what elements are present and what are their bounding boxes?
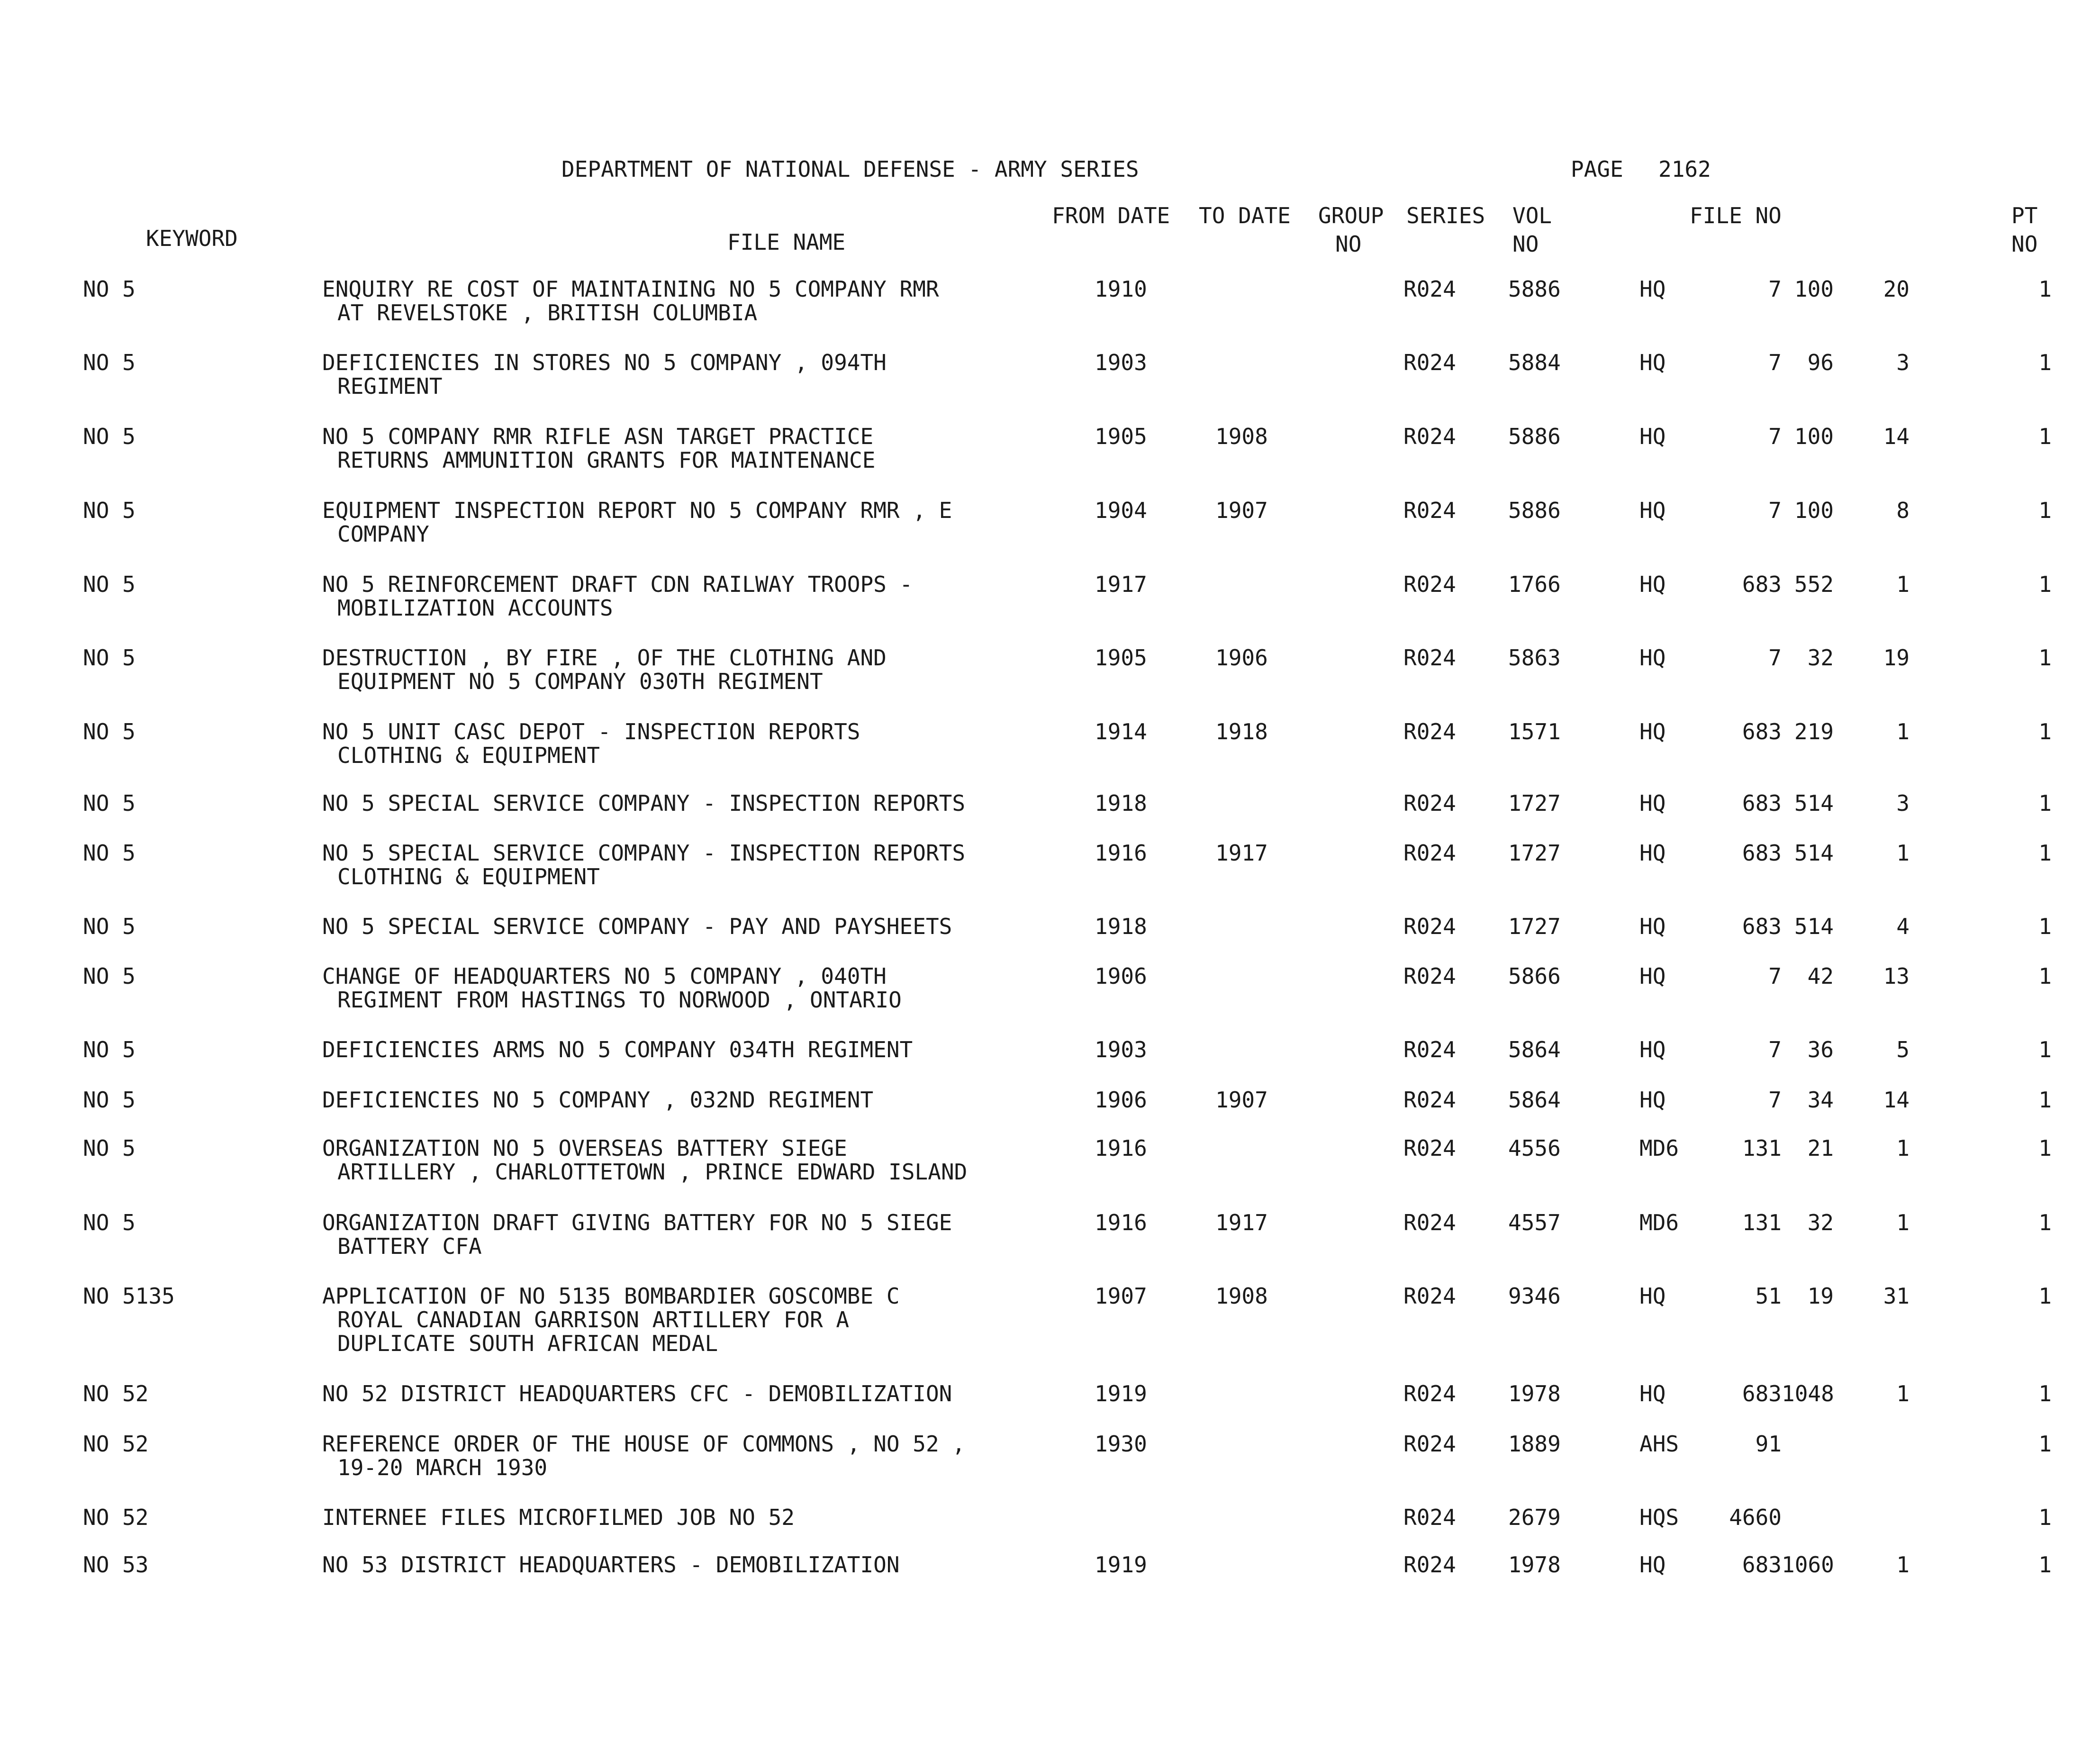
file-no-prefix-cell: HQ xyxy=(1639,571,1666,597)
from-date-cell: 1919 xyxy=(1095,1552,1147,1578)
series-cell: R024 xyxy=(1403,1381,1456,1406)
file-no-secondary-cell: 34 xyxy=(1807,1087,1834,1113)
page-number: 2162 xyxy=(1658,156,1711,182)
file-no-part-cell: 1 xyxy=(1896,1381,1910,1406)
vol-no-cell: 5886 xyxy=(1508,276,1561,302)
file-name-line: REFERENCE ORDER OF THE HOUSE OF COMMONS , NO 52 , xyxy=(322,1431,966,1457)
file-no-secondary-cell: 100 xyxy=(1794,498,1834,523)
pt-no-cell: 1 xyxy=(2038,498,2052,523)
keyword-cell: NO 52 xyxy=(83,1431,149,1457)
keyword-cell: NO 5 xyxy=(83,1037,136,1062)
file-no-secondary-cell: 514 xyxy=(1794,914,1834,939)
series-cell: R024 xyxy=(1403,1037,1456,1062)
file-name-line: APPLICATION OF NO 5135 BOMBARDIER GOSCOMBE C xyxy=(322,1283,900,1309)
file-no-secondary-cell: 19 xyxy=(1807,1283,1834,1309)
pt-no-cell: 1 xyxy=(2038,424,2052,449)
file-name-cell xyxy=(322,1284,1090,1355)
file-no-prefix-cell: MD6 xyxy=(1639,1210,1679,1235)
file-name-line: NO 5 SPECIAL SERVICE COMPANY - INSPECTION REPORTS xyxy=(322,840,966,866)
file-name-cell xyxy=(322,1038,1090,1061)
pt-no-cell: 1 xyxy=(2038,1283,2052,1309)
file-name-line: ORGANIZATION DRAFT GIVING BATTERY FOR NO 5 SIEGE xyxy=(322,1210,952,1235)
file-no-primary-cell: 7 xyxy=(1768,963,1782,989)
keyword-cell: NO 5 xyxy=(83,571,136,597)
keyword-cell: NO 5135 xyxy=(83,1283,175,1309)
series-cell: R024 xyxy=(1403,571,1456,597)
keyword-cell: NO 5 xyxy=(83,350,136,375)
to-date-cell: 1918 xyxy=(1215,719,1268,744)
file-no-part-cell: 14 xyxy=(1883,1087,1910,1113)
pt-no-cell: 1 xyxy=(2038,1210,2052,1235)
file-name-cell xyxy=(322,351,1090,398)
file-no-prefix-cell: HQ xyxy=(1639,1087,1666,1113)
col-header-group: GROUP xyxy=(1318,203,1384,228)
file-no-prefix-cell: HQ xyxy=(1639,276,1666,302)
file-no-primary-cell: 7 xyxy=(1768,276,1782,302)
file-no-prefix-cell: HQS xyxy=(1639,1505,1679,1530)
keyword-cell: NO 5 xyxy=(83,963,136,989)
series-cell: R024 xyxy=(1403,790,1456,816)
file-name-line: REGIMENT xyxy=(337,373,443,399)
vol-no-cell: 5886 xyxy=(1508,424,1561,449)
file-no-primary-cell: 131 xyxy=(1742,1135,1782,1161)
file-no-prefix-cell: AHS xyxy=(1639,1431,1679,1457)
file-name-line: NO 5 COMPANY RMR RIFLE ASN TARGET PRACTICE xyxy=(322,424,874,449)
file-name-cell xyxy=(322,646,1090,693)
pt-no-cell: 1 xyxy=(2038,1431,2052,1457)
series-cell: R024 xyxy=(1403,1210,1456,1235)
to-date-cell: 1917 xyxy=(1215,1210,1268,1235)
file-no-prefix-cell: HQ xyxy=(1639,645,1666,671)
series-cell: R024 xyxy=(1403,276,1456,302)
file-no-primary-cell: 683 xyxy=(1742,1381,1782,1406)
vol-no-cell: 1727 xyxy=(1508,790,1561,816)
from-date-cell: 1916 xyxy=(1095,840,1147,866)
keyword-cell: NO 5 xyxy=(83,645,136,671)
series-cell: R024 xyxy=(1403,498,1456,523)
file-name-cell xyxy=(322,425,1090,472)
vol-no-cell: 9346 xyxy=(1508,1283,1561,1309)
col-header-file-name: FILE NAME xyxy=(727,229,846,255)
vol-no-cell: 2679 xyxy=(1508,1505,1561,1530)
vol-no-cell: 4556 xyxy=(1508,1135,1561,1161)
vol-no-cell: 1727 xyxy=(1508,914,1561,939)
file-name-line: CLOTHING & EQUIPMENT xyxy=(337,743,600,768)
from-date-cell: 1906 xyxy=(1095,963,1147,989)
page-label: PAGE xyxy=(1571,156,1623,182)
file-name-line: CHANGE OF HEADQUARTERS NO 5 COMPANY , 040TH xyxy=(322,963,887,989)
from-date-cell: 1916 xyxy=(1095,1210,1147,1235)
pt-no-cell: 1 xyxy=(2038,914,2052,939)
file-no-part-cell: 8 xyxy=(1896,498,1910,523)
from-date-cell: 1903 xyxy=(1095,1037,1147,1062)
file-name-line: INTERNEE FILES MICROFILMED JOB NO 52 xyxy=(322,1505,795,1530)
file-no-primary-cell: 131 xyxy=(1742,1210,1782,1235)
file-no-prefix-cell: HQ xyxy=(1639,1381,1666,1406)
to-date-cell: 1908 xyxy=(1215,424,1268,449)
file-no-secondary-cell: 552 xyxy=(1794,571,1834,597)
file-no-part-cell: 13 xyxy=(1883,963,1910,989)
file-name-line: ORGANIZATION NO 5 OVERSEAS BATTERY SIEGE xyxy=(322,1135,847,1161)
file-no-secondary-cell: 514 xyxy=(1794,790,1834,816)
file-name-line: RETURNS AMMUNITION GRANTS FOR MAINTENANCE xyxy=(337,447,876,473)
vol-no-cell: 5866 xyxy=(1508,963,1561,989)
file-name-cell xyxy=(322,1211,1090,1258)
file-no-secondary-cell: 1060 xyxy=(1782,1552,1834,1578)
file-no-part-cell: 3 xyxy=(1896,790,1910,816)
pt-no-cell: 1 xyxy=(2038,719,2052,744)
file-no-part-cell: 1 xyxy=(1896,1135,1910,1161)
series-cell: R024 xyxy=(1403,1135,1456,1161)
pt-no-cell: 1 xyxy=(2038,1135,2052,1161)
file-name-line: AT REVELSTOKE , BRITISH COLUMBIA xyxy=(337,300,758,326)
file-no-part-cell: 1 xyxy=(1896,719,1910,744)
file-no-primary-cell: 683 xyxy=(1742,719,1782,744)
file-name-line: EQUIPMENT NO 5 COMPANY 030TH REGIMENT xyxy=(337,669,823,694)
pt-no-cell: 1 xyxy=(2038,276,2052,302)
file-name-line: ARTILLERY , CHARLOTTETOWN , PRINCE EDWARD ISLAND xyxy=(337,1159,968,1185)
file-name-cell xyxy=(322,1553,1090,1577)
keyword-cell: NO 5 xyxy=(83,719,136,744)
file-name-cell xyxy=(322,720,1090,767)
vol-no-cell: 1978 xyxy=(1508,1552,1561,1578)
col-header-keyword: KEYWORD xyxy=(146,226,238,251)
page-title: DEPARTMENT OF NATIONAL DEFENSE - ARMY SERIES xyxy=(561,156,1139,182)
file-name-line: NO 52 DISTRICT HEADQUARTERS CFC - DEMOBILIZATION xyxy=(322,1381,952,1406)
from-date-cell: 1918 xyxy=(1095,790,1147,816)
file-name-line: 19-20 MARCH 1930 xyxy=(337,1455,548,1480)
series-cell: R024 xyxy=(1403,840,1456,866)
file-name-line: ENQUIRY RE COST OF MAINTAINING NO 5 COMPANY RMR xyxy=(322,276,939,302)
file-name-line: CLOTHING & EQUIPMENT xyxy=(337,864,600,889)
file-name-line: ROYAL CANADIAN GARRISON ARTILLERY FOR A xyxy=(337,1307,850,1333)
series-cell: R024 xyxy=(1403,1283,1456,1309)
vol-no-cell: 5863 xyxy=(1508,645,1561,671)
col-header-to-date: TO DATE xyxy=(1199,203,1291,228)
vol-no-cell: 5864 xyxy=(1508,1037,1561,1062)
pt-no-cell: 1 xyxy=(2038,1087,2052,1113)
file-no-primary-cell: 683 xyxy=(1742,571,1782,597)
file-no-prefix-cell: HQ xyxy=(1639,1037,1666,1062)
file-no-primary-cell: 683 xyxy=(1742,790,1782,816)
file-no-primary-cell: 7 xyxy=(1768,1087,1782,1113)
vol-no-cell: 1766 xyxy=(1508,571,1561,597)
file-name-line: NO 5 SPECIAL SERVICE COMPANY - INSPECTION REPORTS xyxy=(322,790,966,816)
file-name-cell xyxy=(322,1382,1090,1405)
from-date-cell: 1904 xyxy=(1095,498,1147,523)
col-header-pt-no: NO xyxy=(2011,231,2038,257)
series-cell: R024 xyxy=(1403,1552,1456,1578)
series-cell: R024 xyxy=(1403,645,1456,671)
col-header-from-date: FROM DATE xyxy=(1052,203,1170,228)
to-date-cell: 1906 xyxy=(1215,645,1268,671)
file-name-cell xyxy=(322,1088,1090,1112)
series-cell: R024 xyxy=(1403,350,1456,375)
file-no-part-cell: 1 xyxy=(1896,1210,1910,1235)
file-no-part-cell: 1 xyxy=(1896,1552,1910,1578)
to-date-cell: 1907 xyxy=(1215,1087,1268,1113)
keyword-cell: NO 5 xyxy=(83,790,136,816)
file-no-primary-cell: 683 xyxy=(1742,914,1782,939)
file-no-prefix-cell: HQ xyxy=(1639,424,1666,449)
keyword-cell: NO 52 xyxy=(83,1381,149,1406)
from-date-cell: 1930 xyxy=(1095,1431,1147,1457)
from-date-cell: 1905 xyxy=(1095,645,1147,671)
file-no-part-cell: 1 xyxy=(1896,840,1910,866)
file-name-line: NO 5 UNIT CASC DEPOT - INSPECTION REPORTS xyxy=(322,719,860,744)
vol-no-cell: 5884 xyxy=(1508,350,1561,375)
series-cell: R024 xyxy=(1403,1505,1456,1530)
to-date-cell: 1907 xyxy=(1215,498,1268,523)
file-no-part-cell: 5 xyxy=(1896,1037,1910,1062)
file-no-part-cell: 3 xyxy=(1896,350,1910,375)
file-name-line: REGIMENT FROM HASTINGS TO NORWOOD , ONTARIO xyxy=(337,987,902,1013)
to-date-cell: 1908 xyxy=(1215,1283,1268,1309)
file-no-secondary-cell: 514 xyxy=(1794,840,1834,866)
col-header-pt: PT xyxy=(2011,203,2038,228)
file-name-cell xyxy=(322,277,1090,325)
file-no-prefix-cell: HQ xyxy=(1639,963,1666,989)
file-name-line: EQUIPMENT INSPECTION REPORT NO 5 COMPANY RMR , E xyxy=(322,498,952,523)
file-name-line: NO 5 REINFORCEMENT DRAFT CDN RAILWAY TROOPS - xyxy=(322,571,913,597)
file-name-line: DEFICIENCIES IN STORES NO 5 COMPANY , 094TH xyxy=(322,350,887,375)
file-name-line: NO 53 DISTRICT HEADQUARTERS - DEMOBILIZATION xyxy=(322,1552,900,1578)
series-cell: R024 xyxy=(1403,719,1456,744)
series-cell: R024 xyxy=(1403,914,1456,939)
file-no-part-cell: 20 xyxy=(1883,276,1910,302)
vol-no-cell: 1978 xyxy=(1508,1381,1561,1406)
file-name-line: DEFICIENCIES NO 5 COMPANY , 032ND REGIMENT xyxy=(322,1087,874,1113)
file-no-part-cell: 4 xyxy=(1896,914,1910,939)
file-no-primary-cell: 7 xyxy=(1768,1037,1782,1062)
from-date-cell: 1917 xyxy=(1095,571,1147,597)
file-name-cell xyxy=(322,841,1090,889)
col-header-series: SERIES xyxy=(1406,203,1485,228)
keyword-cell: NO 5 xyxy=(83,1087,136,1113)
from-date-cell: 1918 xyxy=(1095,914,1147,939)
file-name-line: DUPLICATE SOUTH AFRICAN MEDAL xyxy=(337,1331,718,1356)
col-header-file-no: FILE NO xyxy=(1690,203,1782,228)
file-no-secondary-cell: 100 xyxy=(1794,276,1834,302)
vol-no-cell: 5864 xyxy=(1508,1087,1561,1113)
vol-no-cell: 1727 xyxy=(1508,840,1561,866)
file-no-part-cell: 1 xyxy=(1896,571,1910,597)
keyword-cell: NO 5 xyxy=(83,914,136,939)
col-header-vol-no: NO xyxy=(1512,231,1539,257)
pt-no-cell: 1 xyxy=(2038,840,2052,866)
file-no-secondary-cell: 42 xyxy=(1807,963,1834,989)
series-cell: R024 xyxy=(1403,1431,1456,1457)
file-no-prefix-cell: HQ xyxy=(1639,840,1666,866)
pt-no-cell: 1 xyxy=(2038,1381,2052,1406)
pt-no-cell: 1 xyxy=(2038,1552,2052,1578)
file-no-primary-cell: 7 xyxy=(1768,424,1782,449)
keyword-cell: NO 5 xyxy=(83,424,136,449)
file-no-secondary-cell: 21 xyxy=(1807,1135,1834,1161)
file-name-cell xyxy=(322,1432,1090,1479)
file-no-secondary-cell: 36 xyxy=(1807,1037,1834,1062)
file-no-prefix-cell: HQ xyxy=(1639,914,1666,939)
vol-no-cell: 1889 xyxy=(1508,1431,1561,1457)
file-no-part-cell: 19 xyxy=(1883,645,1910,671)
file-name-line: BATTERY CFA xyxy=(337,1233,482,1259)
keyword-cell: NO 5 xyxy=(83,1135,136,1161)
keyword-cell: NO 5 xyxy=(83,276,136,302)
file-no-primary-cell: 4660 xyxy=(1729,1505,1782,1530)
keyword-cell: NO 5 xyxy=(83,1210,136,1235)
pt-no-cell: 1 xyxy=(2038,571,2052,597)
file-name-cell xyxy=(322,572,1090,620)
keyword-cell: NO 52 xyxy=(83,1505,149,1530)
file-name-cell xyxy=(322,915,1090,938)
pt-no-cell: 1 xyxy=(2038,1505,2052,1530)
file-no-secondary-cell: 219 xyxy=(1794,719,1834,744)
file-no-secondary-cell: 1048 xyxy=(1782,1381,1834,1406)
pt-no-cell: 1 xyxy=(2038,790,2052,816)
series-cell: R024 xyxy=(1403,963,1456,989)
file-name-line: DEFICIENCIES ARMS NO 5 COMPANY 034TH REGIMENT xyxy=(322,1037,913,1062)
file-no-secondary-cell: 100 xyxy=(1794,424,1834,449)
vol-no-cell: 4557 xyxy=(1508,1210,1561,1235)
keyword-cell: NO 5 xyxy=(83,840,136,866)
file-name-line: MOBILIZATION ACCOUNTS xyxy=(337,595,613,621)
from-date-cell: 1903 xyxy=(1095,350,1147,375)
col-header-vol: VOL xyxy=(1512,203,1552,228)
vol-no-cell: 5886 xyxy=(1508,498,1561,523)
file-no-prefix-cell: HQ xyxy=(1639,350,1666,375)
keyword-cell: NO 53 xyxy=(83,1552,149,1578)
file-no-prefix-cell: HQ xyxy=(1639,1552,1666,1578)
file-no-primary-cell: 51 xyxy=(1755,1283,1782,1309)
file-no-primary-cell: 7 xyxy=(1768,645,1782,671)
file-name-cell xyxy=(322,1136,1090,1184)
to-date-cell: 1917 xyxy=(1215,840,1268,866)
file-no-primary-cell: 683 xyxy=(1742,840,1782,866)
file-no-secondary-cell: 32 xyxy=(1807,645,1834,671)
file-name-cell xyxy=(322,791,1090,815)
file-no-secondary-cell: 96 xyxy=(1807,350,1834,375)
file-no-prefix-cell: HQ xyxy=(1639,719,1666,744)
file-no-primary-cell: 683 xyxy=(1742,1552,1782,1578)
file-name-line: COMPANY xyxy=(337,521,429,547)
file-no-prefix-cell: HQ xyxy=(1639,790,1666,816)
file-name-line: DESTRUCTION , BY FIRE , OF THE CLOTHING AND xyxy=(322,645,887,671)
pt-no-cell: 1 xyxy=(2038,645,2052,671)
from-date-cell: 1919 xyxy=(1095,1381,1147,1406)
from-date-cell: 1914 xyxy=(1095,719,1147,744)
vol-no-cell: 1571 xyxy=(1508,719,1561,744)
file-name-cell xyxy=(322,1505,1090,1529)
pt-no-cell: 1 xyxy=(2038,1037,2052,1062)
file-name-cell xyxy=(322,499,1090,546)
file-no-primary-cell: 7 xyxy=(1768,350,1782,375)
file-no-primary-cell: 91 xyxy=(1755,1431,1782,1457)
pt-no-cell: 1 xyxy=(2038,350,2052,375)
from-date-cell: 1910 xyxy=(1095,276,1147,302)
file-no-secondary-cell: 32 xyxy=(1807,1210,1834,1235)
series-cell: R024 xyxy=(1403,1087,1456,1113)
file-no-primary-cell: 7 xyxy=(1768,498,1782,523)
file-no-part-cell: 31 xyxy=(1883,1283,1910,1309)
file-no-prefix-cell: MD6 xyxy=(1639,1135,1679,1161)
file-no-part-cell: 14 xyxy=(1883,424,1910,449)
from-date-cell: 1907 xyxy=(1095,1283,1147,1309)
keyword-cell: NO 5 xyxy=(83,498,136,523)
file-name-line: NO 5 SPECIAL SERVICE COMPANY - PAY AND PAYSHEETS xyxy=(322,914,952,939)
from-date-cell: 1916 xyxy=(1095,1135,1147,1161)
file-no-prefix-cell: HQ xyxy=(1639,1283,1666,1309)
pt-no-cell: 1 xyxy=(2038,963,2052,989)
series-cell: R024 xyxy=(1403,424,1456,449)
file-name-cell xyxy=(322,964,1090,1012)
from-date-cell: 1905 xyxy=(1095,424,1147,449)
col-header-group-no: NO xyxy=(1335,231,1362,257)
file-no-prefix-cell: HQ xyxy=(1639,498,1666,523)
from-date-cell: 1906 xyxy=(1095,1087,1147,1113)
